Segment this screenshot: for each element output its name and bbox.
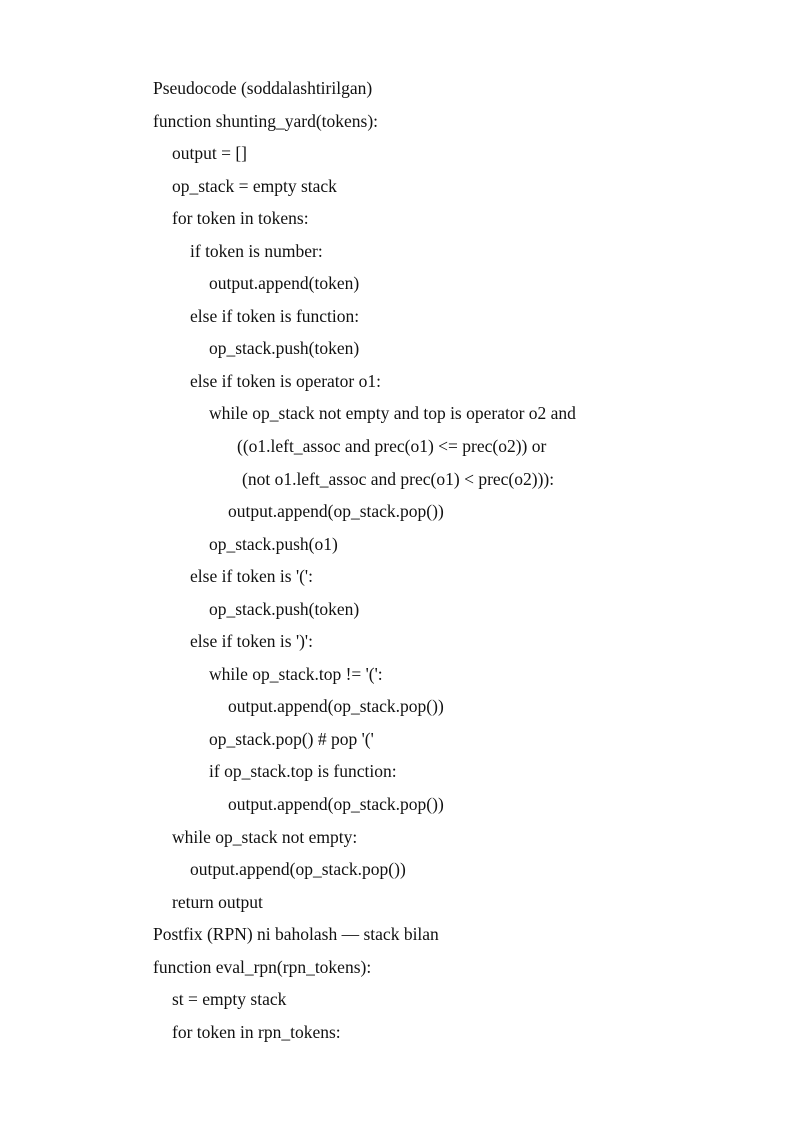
- code-line: return output: [172, 891, 263, 912]
- pseudocode-block: [153, 72, 576, 1048]
- code-line: else if token is '(':: [190, 566, 313, 587]
- code-line: op_stack.pop() # pop '(': [209, 728, 374, 749]
- code-line: op_stack.push(o1): [209, 533, 338, 554]
- code-line: st = empty stack: [172, 989, 287, 1010]
- code-line: else if token is operator o1:: [190, 370, 381, 391]
- code-line: if op_stack.top is function:: [209, 761, 397, 782]
- code-line: else if token is function:: [190, 305, 360, 326]
- code-line: function shunting_yard(tokens):: [153, 110, 379, 131]
- code-line: else if token is ')':: [190, 631, 313, 652]
- code-line: op_stack.push(token): [209, 598, 360, 619]
- code-line: op_stack = empty stack: [172, 175, 337, 196]
- code-line: output.append(token): [209, 273, 360, 294]
- section-heading-postfix: Postfix (RPN) ni baholash — stack bilan: [153, 924, 439, 945]
- code-line: output = []: [172, 143, 247, 164]
- code-line: function eval_rpn(rpn_tokens):: [153, 956, 372, 977]
- code-line: output.append(op_stack.pop()): [190, 859, 406, 880]
- code-line: op_stack.push(token): [209, 338, 360, 359]
- code-line: output.append(op_stack.pop()): [228, 696, 444, 717]
- code-line: output.append(op_stack.pop()): [228, 501, 444, 522]
- code-line: (not o1.left_assoc and prec(o1) < prec(o2))):: [242, 468, 555, 489]
- code-line: output.append(op_stack.pop()): [228, 794, 444, 815]
- code-line: while op_stack.top != '(':: [209, 663, 383, 684]
- code-line: while op_stack not empty and top is operator o2 and: [209, 403, 576, 424]
- code-line: ((o1.left_assoc and prec(o1) <= prec(o2)) or: [237, 436, 547, 457]
- code-line: while op_stack not empty:: [172, 826, 358, 847]
- code-line: if token is number:: [190, 240, 323, 261]
- code-line: for token in tokens:: [172, 208, 309, 229]
- section-heading-pseudocode: Pseudocode (soddalashtirilgan): [153, 78, 373, 98]
- code-line: for token in rpn_tokens:: [172, 1021, 341, 1042]
